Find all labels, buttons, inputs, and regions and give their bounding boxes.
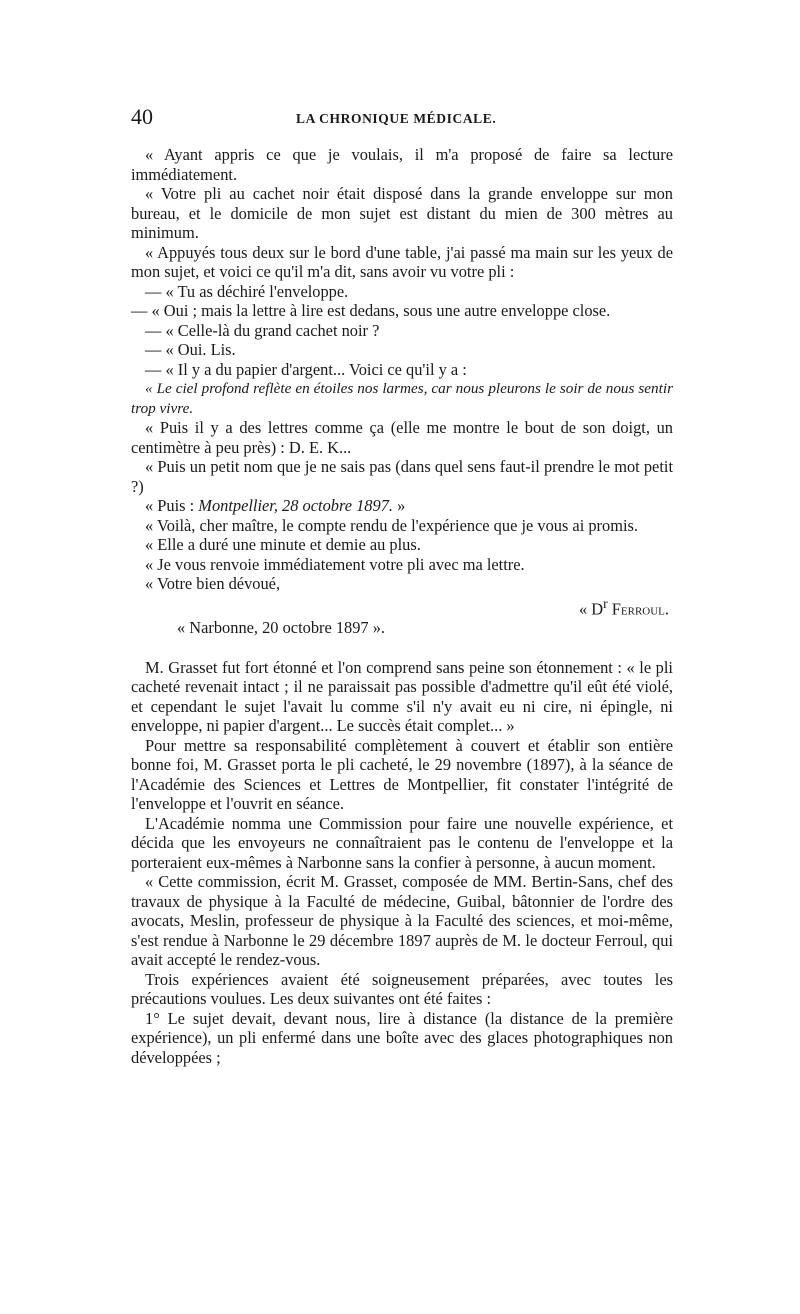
italic-dateline: Montpellier, 28 octobre 1897. bbox=[198, 496, 393, 515]
paragraph: « Cette commission, écrit M. Grasset, composée de MM. Bertin-Sans, chef des travaux de physique à la Faculté de médecine, Guibal, bâtonnier de l'ordre des avocats, Meslin, professeur de physique à la Faculté des sciences, et moi-même, s'est rendue à Narbonne le 29 décembre 1897 auprès de M. le docteur Ferroul, qui avait accepté le rendez-vous. bbox=[131, 872, 673, 970]
signature bbox=[131, 594, 673, 619]
paragraph: « Elle a duré une minute et demie au plus. bbox=[145, 535, 421, 554]
paragraph: « Voilà, cher maître, le compte rendu de l'expérience que je vous ai promis. bbox=[145, 515, 638, 535]
paragraph: Trois expériences avaient été soigneusement préparées, avec toutes les précautions voulues. Les deux suivantes ont été faites : bbox=[131, 969, 673, 1009]
dialogue-line: — « Oui ; mais la lettre à lire est dedans, sous une autre enveloppe close. bbox=[131, 301, 611, 320]
closing-quote: » bbox=[392, 496, 406, 515]
paragraph: « Appuyés tous deux sur le bord d'une table, j'ai passé ma main sur les yeux de mon sujet, et voici ce qu'il m'a dit, sans avoir vu votre pli : bbox=[131, 242, 673, 281]
quoted-verse: « Le ciel profond reflète en étoiles nos larmes, car nous pleurons le soir de nous sentir trop vivre. bbox=[131, 380, 673, 417]
paragraph: 1° Le sujet devait, devant nous, lire à distance (la distance de la première expérience), un pli enfermé dans une boîte avec des glaces photographiques non développées ; bbox=[131, 1008, 673, 1067]
page-number: 40 bbox=[131, 104, 153, 129]
running-title: LA CHRONIQUE MÉDICALE. bbox=[296, 111, 497, 126]
paragraph: L'Académie nomma une Commission pour faire une nouvelle expérience, et décida que les envoyeurs ne connaîtraient pas le contenu de l'enveloppe et la porteraient eux-mêmes à Narbonne sans la confier à personne, à aucun moment. bbox=[131, 813, 673, 872]
page-header bbox=[131, 104, 673, 130]
paragraph-lead: « Puis : bbox=[145, 496, 199, 515]
paragraph: « Puis un petit nom que je ne sais pas (dans quel sens faut-il prendre le mot petit ?) bbox=[131, 457, 673, 496]
paragraph: « Ayant appris ce que je voulais, il m'a proposé de faire sa lecture immédiatement. bbox=[131, 145, 673, 184]
dialogue-line: — « Il y a du papier d'argent... Voici ce qu'il y a : bbox=[145, 359, 467, 379]
paragraph: « Votre pli au cachet noir était disposé dans la grande enveloppe sur mon bureau, et le domicile de mon sujet est distant du mien de 300 mètres au minimum. bbox=[131, 184, 673, 242]
paragraph bbox=[131, 496, 673, 516]
dialogue-line: — « Oui. Lis. bbox=[145, 340, 236, 359]
signature-name: Ferroul. bbox=[611, 598, 669, 618]
dialogue-line: — « Tu as déchiré l'enveloppe. bbox=[145, 281, 349, 301]
paragraph: « Je vous renvoie immédiatement votre pli avec ma lettre. bbox=[145, 554, 525, 574]
paragraph: « Votre bien dévoué, bbox=[145, 574, 281, 593]
signature-superscript: r bbox=[603, 595, 608, 611]
body-text bbox=[131, 145, 673, 1067]
dialogue-line: — « Celle-là du grand cachet noir ? bbox=[145, 320, 380, 340]
paragraph: Pour mettre sa responsabilité complètement à couvert et établir son entière bonne foi, M. Grasset porta le pli cacheté, le 29 novembre (1897), à la séance de l'Académie des Sciences et Lettres de Montpellier, fit constater l'intégrité de l'enveloppe et l'ouvrit en séance. bbox=[131, 735, 673, 814]
signature-prefix: « D bbox=[578, 598, 604, 618]
dateline: « Narbonne, 20 octobre 1897 ». bbox=[177, 618, 386, 638]
paragraph: M. Grasset fut fort étonné et l'on comprend sans peine son étonnement : « le pli cacheté revenait intact ; il ne paraissait pas possible d'admettre qu'il eût été violé, et cependant le sujet l'avait lu comme s'il n'y avait eu ni cire, ni épingle, ni enveloppe, ni papier d'argent... Le succès était complet... » bbox=[131, 657, 673, 736]
paragraph: « Puis il y a des lettres comme ça (elle me montre le bout de son doigt, un centimètre à peu près) : D. E. K... bbox=[131, 418, 673, 457]
